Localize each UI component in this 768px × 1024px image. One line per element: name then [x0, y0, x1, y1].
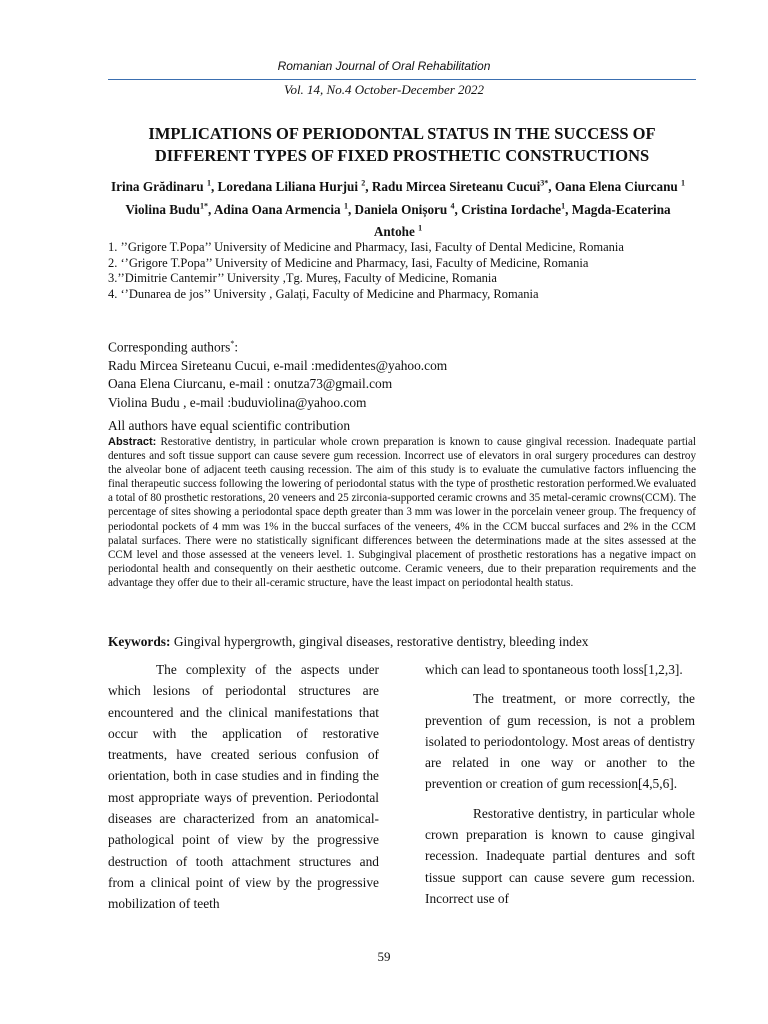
author	[355, 202, 462, 217]
corresponding-label	[108, 335, 688, 357]
author-name: Daniela Onișoru	[354, 201, 451, 217]
author-sep: ,	[208, 201, 214, 217]
author-name: Irina Grădinaru	[110, 179, 207, 195]
author-affil-mark: 4	[450, 201, 455, 211]
corresponding-mark: *	[230, 339, 235, 348]
author-affil-mark: 1	[206, 179, 211, 188]
body-paragraph: which can lead to spontaneous tooth loss[1,2,3].	[425, 662, 683, 677]
header-rule	[108, 79, 696, 80]
body-column-left	[108, 659, 379, 915]
abstract-text: Restorative dentistry, in particular whole crown preparation is known to cause gingival recession. Inadequate partial dentures and soft tissue support can cause severe gum recession. Incorrect use of elevators in oral surgery procedures can destroy the alveolar bone of adjacent teeth causing recession. The aim of this study is to evaluate the cumulative factors influencing the final therapeutic success following the lowering of periodontal status with the type of prosthetic restoration performed.We evaluated a total of 80 prosthetic restorations, 20 veneers and 25 zirconia-supported ceramic crowns and 35 metal-ceramic crowns(CCM). The percentage of sites showing a periodontal space depth greater than 3 mm was lower in the porcelain veneer group. The frequency of periodontal pockets of 4 mm was 1% in the buccal surfaces of the veneers, 4% in the CCM buccal surfaces and 2% in the CCM palatal surfaces. There were no statistically significant differences between the determinations made at the sites assessed at the CCM level and those assessed at the veneers level. 1. Subgingival placement of prosthetic restorations has a negative impact on periodontal health and consequently on their aesthetic outcome. Ceramic veneers, due to their preparation requirements and the advantage they offer due to their all-ceramic structure, have the least impact on periodontal health status.	[108, 436, 696, 589]
body-column-right	[425, 659, 695, 909]
author-list	[108, 174, 688, 241]
author-affil-mark: 1	[343, 201, 348, 211]
title-line-1: IMPLICATIONS OF PERIODONTAL STATUS IN THE SUCCESS OF	[148, 124, 656, 143]
corresponding-authors	[108, 335, 688, 412]
corresponding-line: Radu Mircea Sireteanu Cucui, e-mail :medidentes@yahoo.com	[108, 357, 448, 373]
author-sep: ,	[565, 201, 572, 217]
author-sep: ,	[365, 179, 372, 195]
author-sep: ,	[548, 179, 555, 195]
author	[218, 179, 372, 194]
author	[555, 179, 685, 194]
author-affil-mark: 1*	[200, 201, 209, 211]
author-affil-mark: 2	[361, 179, 366, 188]
author-name: Oana Elena Ciurcanu	[554, 179, 682, 195]
affiliation-item: 3.’’Dimitrie Cantemir’’ University ,Tg. Mureș, Faculty of Medicine, Romania	[108, 271, 497, 285]
author-sep: ,	[210, 179, 218, 195]
journal-name: Romanian Journal of Oral Rehabilitation	[277, 59, 491, 73]
corresponding-colon: :	[234, 339, 239, 355]
body-paragraph: The treatment, or more correctly, the prevention of gum recession, is not a problem isolated to periodontology. Most areas of dentistry are related in one way or another to the prevention or creation of gum recession[4,5,6].	[425, 691, 695, 792]
keywords-text: Gingival hypergrowth, gingival diseases, restorative dentistry, bleeding index	[170, 634, 589, 649]
affiliation-list	[108, 240, 688, 302]
corresponding-line: Violina Budu , e-mail :buduviolina@yahoo.com	[108, 394, 367, 410]
author-affil-mark: 1	[418, 223, 423, 233]
page-number: 59	[377, 949, 391, 964]
author-sep: ,	[454, 201, 462, 217]
author-affil-mark: 3*	[540, 179, 549, 188]
article-title	[100, 123, 704, 167]
abstract-label: Abstract:	[108, 436, 157, 448]
abstract	[108, 435, 696, 590]
author	[214, 202, 355, 217]
affiliation-item: 1. ’’Grigore T.Popa’’ University of Medicine and Pharmacy, Iasi, Faculty of Dental Medicine, Romania	[108, 240, 624, 254]
affiliation-item: 2. ‘’Grigore T.Popa’’ University of Medicine and Pharmacy, Iasi, Faculty of Medicine, Romania	[108, 255, 589, 270]
keywords-label: Keywords:	[108, 634, 171, 649]
author	[372, 179, 555, 194]
author-name: Radu Mircea Sireteanu Cucui	[371, 179, 541, 195]
author-name: Cristina Iordache	[461, 201, 562, 217]
author-name: Adina Oana Armencia	[213, 201, 344, 217]
author	[125, 202, 214, 217]
body-paragraph: Restorative dentistry, in particular whole crown preparation is known to cause gingival recession. Inadequate partial dentures and soft tissue support can cause severe gum recession. Incorrect use of	[425, 805, 695, 906]
author	[461, 202, 572, 217]
author-name: Magda-Ecaterina Antohe	[373, 201, 671, 240]
journal-volume: Vol. 14, No.4 October-December 2022	[283, 82, 485, 97]
corresponding-label-text: Corresponding authors	[108, 339, 231, 355]
corresponding-line: Oana Elena Ciurcanu, e-mail : onutza73@gmail.com	[108, 376, 393, 392]
author-name: Loredana Liliana Hurjui	[217, 179, 362, 195]
title-line-2: DIFFERENT TYPES OF FIXED PROSTHETIC CONSTRUCTIONS	[154, 146, 650, 165]
author-affil-mark: 1	[681, 179, 686, 188]
author-affil-mark: 1	[561, 201, 566, 211]
equal-contribution-note: All authors have equal scientific contribution	[108, 418, 351, 433]
author-name: Violina Budu	[125, 201, 201, 217]
keywords	[108, 634, 696, 650]
author-sep: ,	[347, 201, 355, 217]
affiliation-item: 4. ‘’Dunarea de jos’’ University , Galați, Faculty of Medicine and Pharmacy, Romania	[108, 286, 539, 301]
body-paragraph: The complexity of the aspects under which lesions of periodontal structures are encountered and the clinical manifestations that occur with the application of restorative treatments, have created serious confusion of orientation, both in case studies and in finding the most appropriate ways of prevention. Periodontal diseases are characterized from an anatomical-pathological point of view by the progressive destruction of tooth attachment structures and from a clinical point of view by the progressive mobilization of teeth	[108, 662, 379, 912]
author	[111, 179, 218, 194]
